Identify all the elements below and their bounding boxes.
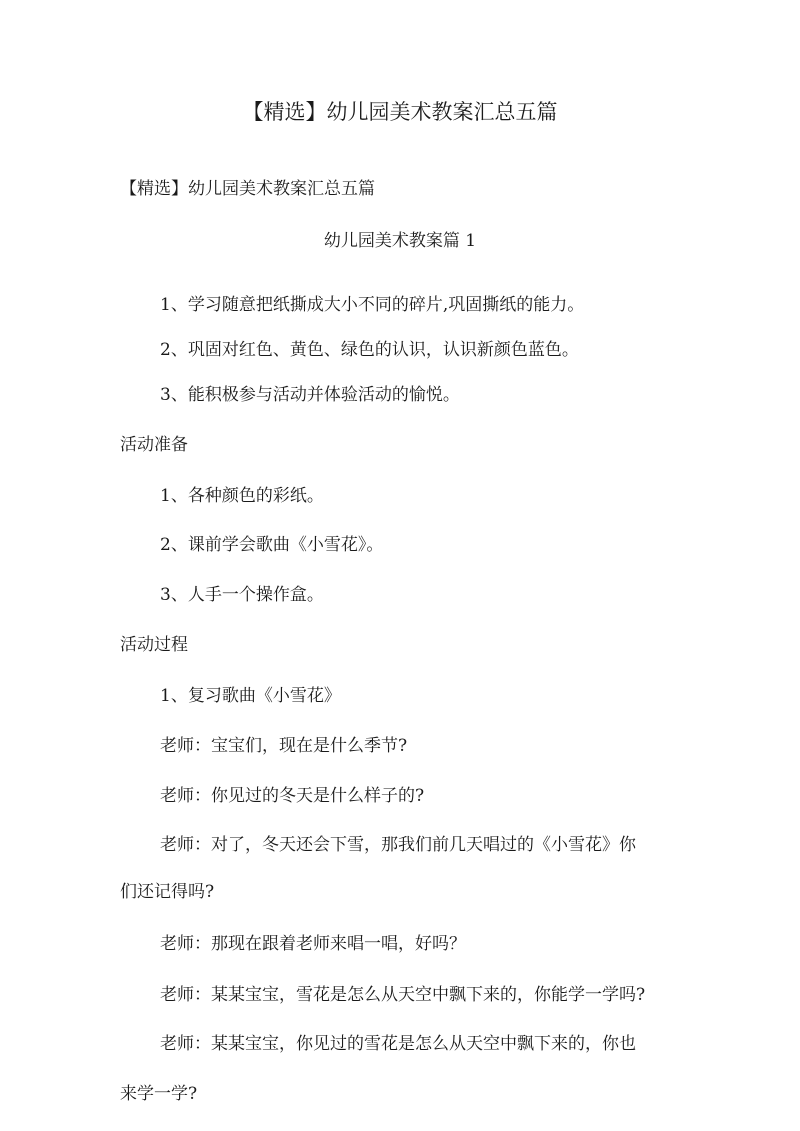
section-title: 幼儿园美术教案篇 1 bbox=[323, 231, 477, 251]
process-line: 老师：某某宝宝，雪花是怎么从天空中飘下来的，你能学一学吗? bbox=[160, 985, 646, 1005]
process-line: 老师：对了，冬天还会下雪，那我们前几天唱过的《小雪花》你 bbox=[160, 835, 636, 855]
process-line: 老师：宝宝们，现在是什么季节? bbox=[160, 736, 408, 756]
section-heading-process: 活动过程 bbox=[120, 635, 188, 655]
process-line: 1、复习歌曲《小雪花》 bbox=[160, 686, 341, 706]
goal-item: 2、巩固对红色、黄色、绿色的认识，认识新颜色蓝色。 bbox=[160, 340, 579, 360]
process-line: 老师：某某宝宝，你见过的雪花是怎么从天空中飘下来的，你也 bbox=[160, 1034, 636, 1054]
section-heading-prep: 活动准备 bbox=[120, 435, 188, 455]
prep-item: 3、人手一个操作盒。 bbox=[160, 585, 324, 605]
process-line: 老师：那现在跟着老师来唱一唱，好吗？ bbox=[160, 934, 466, 954]
prep-item: 1、各种颜色的彩纸。 bbox=[160, 486, 324, 506]
page-title: 【精选】幼儿园美术教案汇总五篇 bbox=[242, 100, 558, 124]
process-line: 老师：你见过的冬天是什么样子的? bbox=[160, 786, 425, 806]
process-line-continuation: 来学一学? bbox=[120, 1084, 198, 1104]
process-line-continuation: 们还记得吗? bbox=[120, 882, 215, 902]
goal-item: 1、学习随意把纸撕成大小不同的碎片,巩固撕纸的能力。 bbox=[160, 295, 585, 315]
goal-item: 3、能积极参与活动并体验活动的愉悦。 bbox=[160, 385, 460, 405]
document-subtitle: 【精选】幼儿园美术教案汇总五篇 bbox=[120, 179, 375, 199]
prep-item: 2、课前学会歌曲《小雪花》。 bbox=[160, 535, 384, 555]
